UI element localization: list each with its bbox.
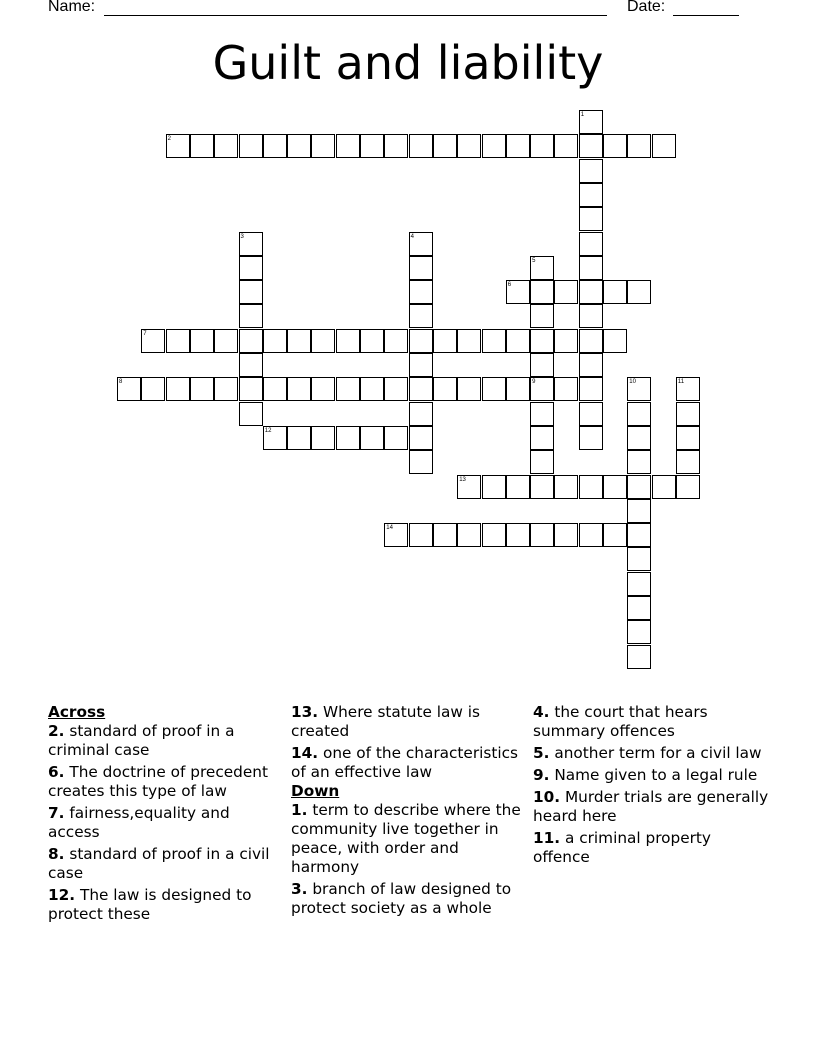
grid-cell[interactable]: [554, 523, 578, 547]
grid-cell[interactable]: [627, 499, 651, 523]
clue-across-13: 13. Where statute law is created: [291, 703, 480, 740]
clue-across-7: 7. fairness,equality and access: [48, 804, 230, 841]
grid-cell[interactable]: [554, 134, 578, 158]
clue-number: 12: [264, 427, 272, 434]
grid-cell[interactable]: [239, 353, 263, 377]
grid-cell[interactable]: [239, 304, 263, 328]
grid-cell[interactable]: [530, 256, 554, 280]
grid-cell[interactable]: [603, 329, 627, 353]
grid-cell[interactable]: [336, 329, 360, 353]
across-heading: Across: [48, 703, 106, 721]
grid-cell[interactable]: [384, 523, 408, 547]
grid-cell[interactable]: [141, 329, 165, 353]
clue-down-11: 11. a criminal property offence: [533, 829, 711, 866]
grid-cell[interactable]: [627, 280, 651, 304]
grid-cell[interactable]: [457, 134, 481, 158]
grid-cell[interactable]: [384, 377, 408, 401]
grid-cell[interactable]: [409, 256, 433, 280]
grid-cell[interactable]: [360, 377, 384, 401]
grid-cell[interactable]: [579, 329, 603, 353]
clue-across-12: 12. The law is designed to protect these: [48, 886, 252, 923]
clue-number: 1: [580, 112, 585, 118]
grid-cell[interactable]: [530, 402, 554, 426]
grid-cell[interactable]: [627, 377, 651, 401]
grid-cell[interactable]: [239, 280, 263, 304]
grid-cell[interactable]: [457, 475, 481, 499]
grid-cell[interactable]: [433, 329, 457, 353]
grid-cell[interactable]: [166, 377, 190, 401]
grid-cell[interactable]: [360, 329, 384, 353]
grid-cell[interactable]: [652, 134, 676, 158]
grid-cell[interactable]: [579, 159, 603, 183]
grid-cell[interactable]: [409, 450, 433, 474]
grid-cell[interactable]: [287, 134, 311, 158]
grid-cell[interactable]: [579, 426, 603, 450]
grid-cell[interactable]: [627, 134, 651, 158]
grid-cell[interactable]: [239, 377, 263, 401]
clue-column-1: [48, 703, 284, 927]
grid-cell[interactable]: [676, 377, 700, 401]
clue-number: 4: [410, 233, 414, 240]
grid-cell[interactable]: [190, 329, 214, 353]
grid-cell[interactable]: [627, 450, 651, 474]
grid-cell[interactable]: [433, 134, 457, 158]
clue-number: 6: [507, 282, 512, 289]
down-heading: Down: [291, 782, 340, 800]
clue-across-8: 8. standard of proof in a civil case: [48, 845, 270, 882]
grid-cell[interactable]: [603, 523, 627, 547]
grid-cell[interactable]: [579, 232, 603, 256]
grid-cell[interactable]: [409, 304, 433, 328]
grid-cell[interactable]: [579, 304, 603, 328]
grid-cell[interactable]: [530, 134, 554, 158]
grid-cell[interactable]: [409, 377, 433, 401]
grid-cell[interactable]: [603, 475, 627, 499]
grid-cell[interactable]: [214, 377, 238, 401]
grid-cell[interactable]: [579, 353, 603, 377]
grid-cell[interactable]: [409, 232, 433, 256]
clue-number: 10: [629, 379, 636, 386]
clue-number: 9: [532, 379, 536, 386]
clue-across-14: 14. one of the characteristics of an effective law: [291, 744, 518, 781]
grid-cell[interactable]: [530, 280, 554, 304]
grid-cell[interactable]: [530, 377, 554, 401]
grid-cell[interactable]: [579, 402, 603, 426]
grid-cell[interactable]: [311, 377, 335, 401]
grid-cell[interactable]: [384, 426, 408, 450]
grid-cell[interactable]: [287, 377, 311, 401]
grid-cell[interactable]: [409, 280, 433, 304]
grid-cell[interactable]: [263, 377, 287, 401]
grid-cell[interactable]: [554, 377, 578, 401]
grid-cell[interactable]: [263, 426, 287, 450]
grid-cell[interactable]: [384, 329, 408, 353]
grid-cell[interactable]: [506, 329, 530, 353]
grid-cell[interactable]: [166, 134, 190, 158]
grid-cell[interactable]: [311, 426, 335, 450]
grid-cell[interactable]: [603, 134, 627, 158]
grid-cell[interactable]: [579, 110, 603, 134]
grid-cell[interactable]: [579, 475, 603, 499]
grid-cell[interactable]: [457, 523, 481, 547]
grid-cell[interactable]: [676, 426, 700, 450]
grid-cell[interactable]: [482, 329, 506, 353]
clue-number: 8: [119, 379, 123, 386]
clue-number: 2: [167, 136, 171, 143]
grid-cell[interactable]: [360, 134, 384, 158]
grid-cell[interactable]: [239, 232, 263, 256]
grid-cell[interactable]: [287, 329, 311, 353]
grid-cell[interactable]: [214, 134, 238, 158]
grid-cell[interactable]: [433, 523, 457, 547]
grid-cell[interactable]: [579, 256, 603, 280]
grid-cell[interactable]: [530, 426, 554, 450]
grid-cell[interactable]: [506, 134, 530, 158]
grid-cell[interactable]: [554, 475, 578, 499]
grid-cell[interactable]: [579, 134, 603, 158]
grid-cell[interactable]: [311, 329, 335, 353]
grid-cell[interactable]: [627, 572, 651, 596]
clue-number: 3: [240, 233, 244, 240]
clue-number: 14: [386, 525, 393, 532]
grid-cell[interactable]: [506, 280, 530, 304]
grid-cell[interactable]: [384, 134, 408, 158]
clue-column-3: [533, 703, 769, 870]
clue-down-5: 5. another term for a civil law: [533, 744, 762, 762]
clue-down-3: 3. branch of law designed to protect society as a whole: [291, 880, 512, 917]
grid-cell[interactable]: [627, 426, 651, 450]
clue-across-6: 6. The doctrine of precedent creates this type of law: [48, 763, 268, 800]
grid-cell[interactable]: [579, 183, 603, 207]
grid-cell[interactable]: [360, 426, 384, 450]
grid-cell[interactable]: [409, 402, 433, 426]
clue-column-2: [291, 703, 527, 921]
date-label: Date:: [627, 0, 666, 15]
grid-cell[interactable]: [409, 134, 433, 158]
grid-cell[interactable]: [433, 377, 457, 401]
grid-cell[interactable]: [530, 523, 554, 547]
grid-cell[interactable]: [627, 523, 651, 547]
grid-cell[interactable]: [554, 280, 578, 304]
grid-cell[interactable]: [239, 256, 263, 280]
grid-cell[interactable]: [627, 547, 651, 571]
grid-cell[interactable]: [554, 329, 578, 353]
name-label: Name:: [48, 0, 96, 15]
grid-cell[interactable]: [214, 329, 238, 353]
grid-cell[interactable]: [506, 523, 530, 547]
grid-cell[interactable]: [311, 134, 335, 158]
grid-cell[interactable]: [579, 207, 603, 231]
grid-cell[interactable]: [239, 329, 263, 353]
grid-cell[interactable]: [457, 377, 481, 401]
grid-cell[interactable]: [336, 377, 360, 401]
clue-number: 5: [532, 257, 536, 264]
grid-cell[interactable]: [336, 134, 360, 158]
grid-cell[interactable]: [336, 426, 360, 450]
grid-cell[interactable]: [530, 353, 554, 377]
grid-cell[interactable]: [652, 475, 676, 499]
grid-cell[interactable]: [239, 402, 263, 426]
grid-cell[interactable]: [579, 377, 603, 401]
grid-cell[interactable]: [263, 134, 287, 158]
page-title: Guilt and liability: [212, 36, 604, 90]
grid-cell[interactable]: [166, 329, 190, 353]
clue-number: 7: [143, 330, 147, 337]
grid-cell[interactable]: [482, 377, 506, 401]
clue-number: 11: [677, 379, 685, 386]
grid-cell[interactable]: [482, 134, 506, 158]
grid-cell[interactable]: [409, 426, 433, 450]
grid-cell[interactable]: [627, 402, 651, 426]
grid-cell[interactable]: [530, 475, 554, 499]
grid-cell[interactable]: [141, 377, 165, 401]
grid-cell[interactable]: [482, 523, 506, 547]
grid-cell[interactable]: [287, 426, 311, 450]
grid-cell[interactable]: [627, 596, 651, 620]
grid-cell[interactable]: [627, 475, 651, 499]
grid-cell[interactable]: [676, 450, 700, 474]
grid-cell[interactable]: [117, 377, 141, 401]
clue-down-1: 1. term to describe where the community live together in peace, with order and harmony: [291, 801, 521, 876]
grid-cell[interactable]: [603, 280, 627, 304]
clue-down-10: 10. Murder trials are generally heard here: [533, 788, 769, 825]
grid-cell[interactable]: [190, 377, 214, 401]
grid-cell[interactable]: [579, 523, 603, 547]
grid-cell[interactable]: [190, 134, 214, 158]
grid-cell[interactable]: [506, 475, 530, 499]
grid-cell[interactable]: [676, 475, 700, 499]
grid-cell[interactable]: [506, 377, 530, 401]
grid-cell[interactable]: [579, 280, 603, 304]
clue-down-9: 9. Name given to a legal rule: [533, 766, 758, 784]
grid-cell[interactable]: [263, 329, 287, 353]
grid-cell[interactable]: [676, 402, 700, 426]
clue-number: 13: [459, 476, 466, 483]
grid-cell[interactable]: [530, 450, 554, 474]
grid-cell[interactable]: [239, 134, 263, 158]
grid-cell[interactable]: [409, 353, 433, 377]
grid-cell[interactable]: [482, 475, 506, 499]
clue-down-4: 4. the court that hears summary offences: [533, 703, 708, 740]
grid-cell[interactable]: [409, 329, 433, 353]
grid-cell[interactable]: [627, 645, 651, 669]
grid-cell[interactable]: [530, 329, 554, 353]
grid-cell[interactable]: [530, 304, 554, 328]
grid-cell[interactable]: [627, 620, 651, 644]
grid-cell[interactable]: [457, 329, 481, 353]
clue-across-2: 2. standard of proof in a criminal case: [48, 722, 235, 759]
grid-cell[interactable]: [409, 523, 433, 547]
